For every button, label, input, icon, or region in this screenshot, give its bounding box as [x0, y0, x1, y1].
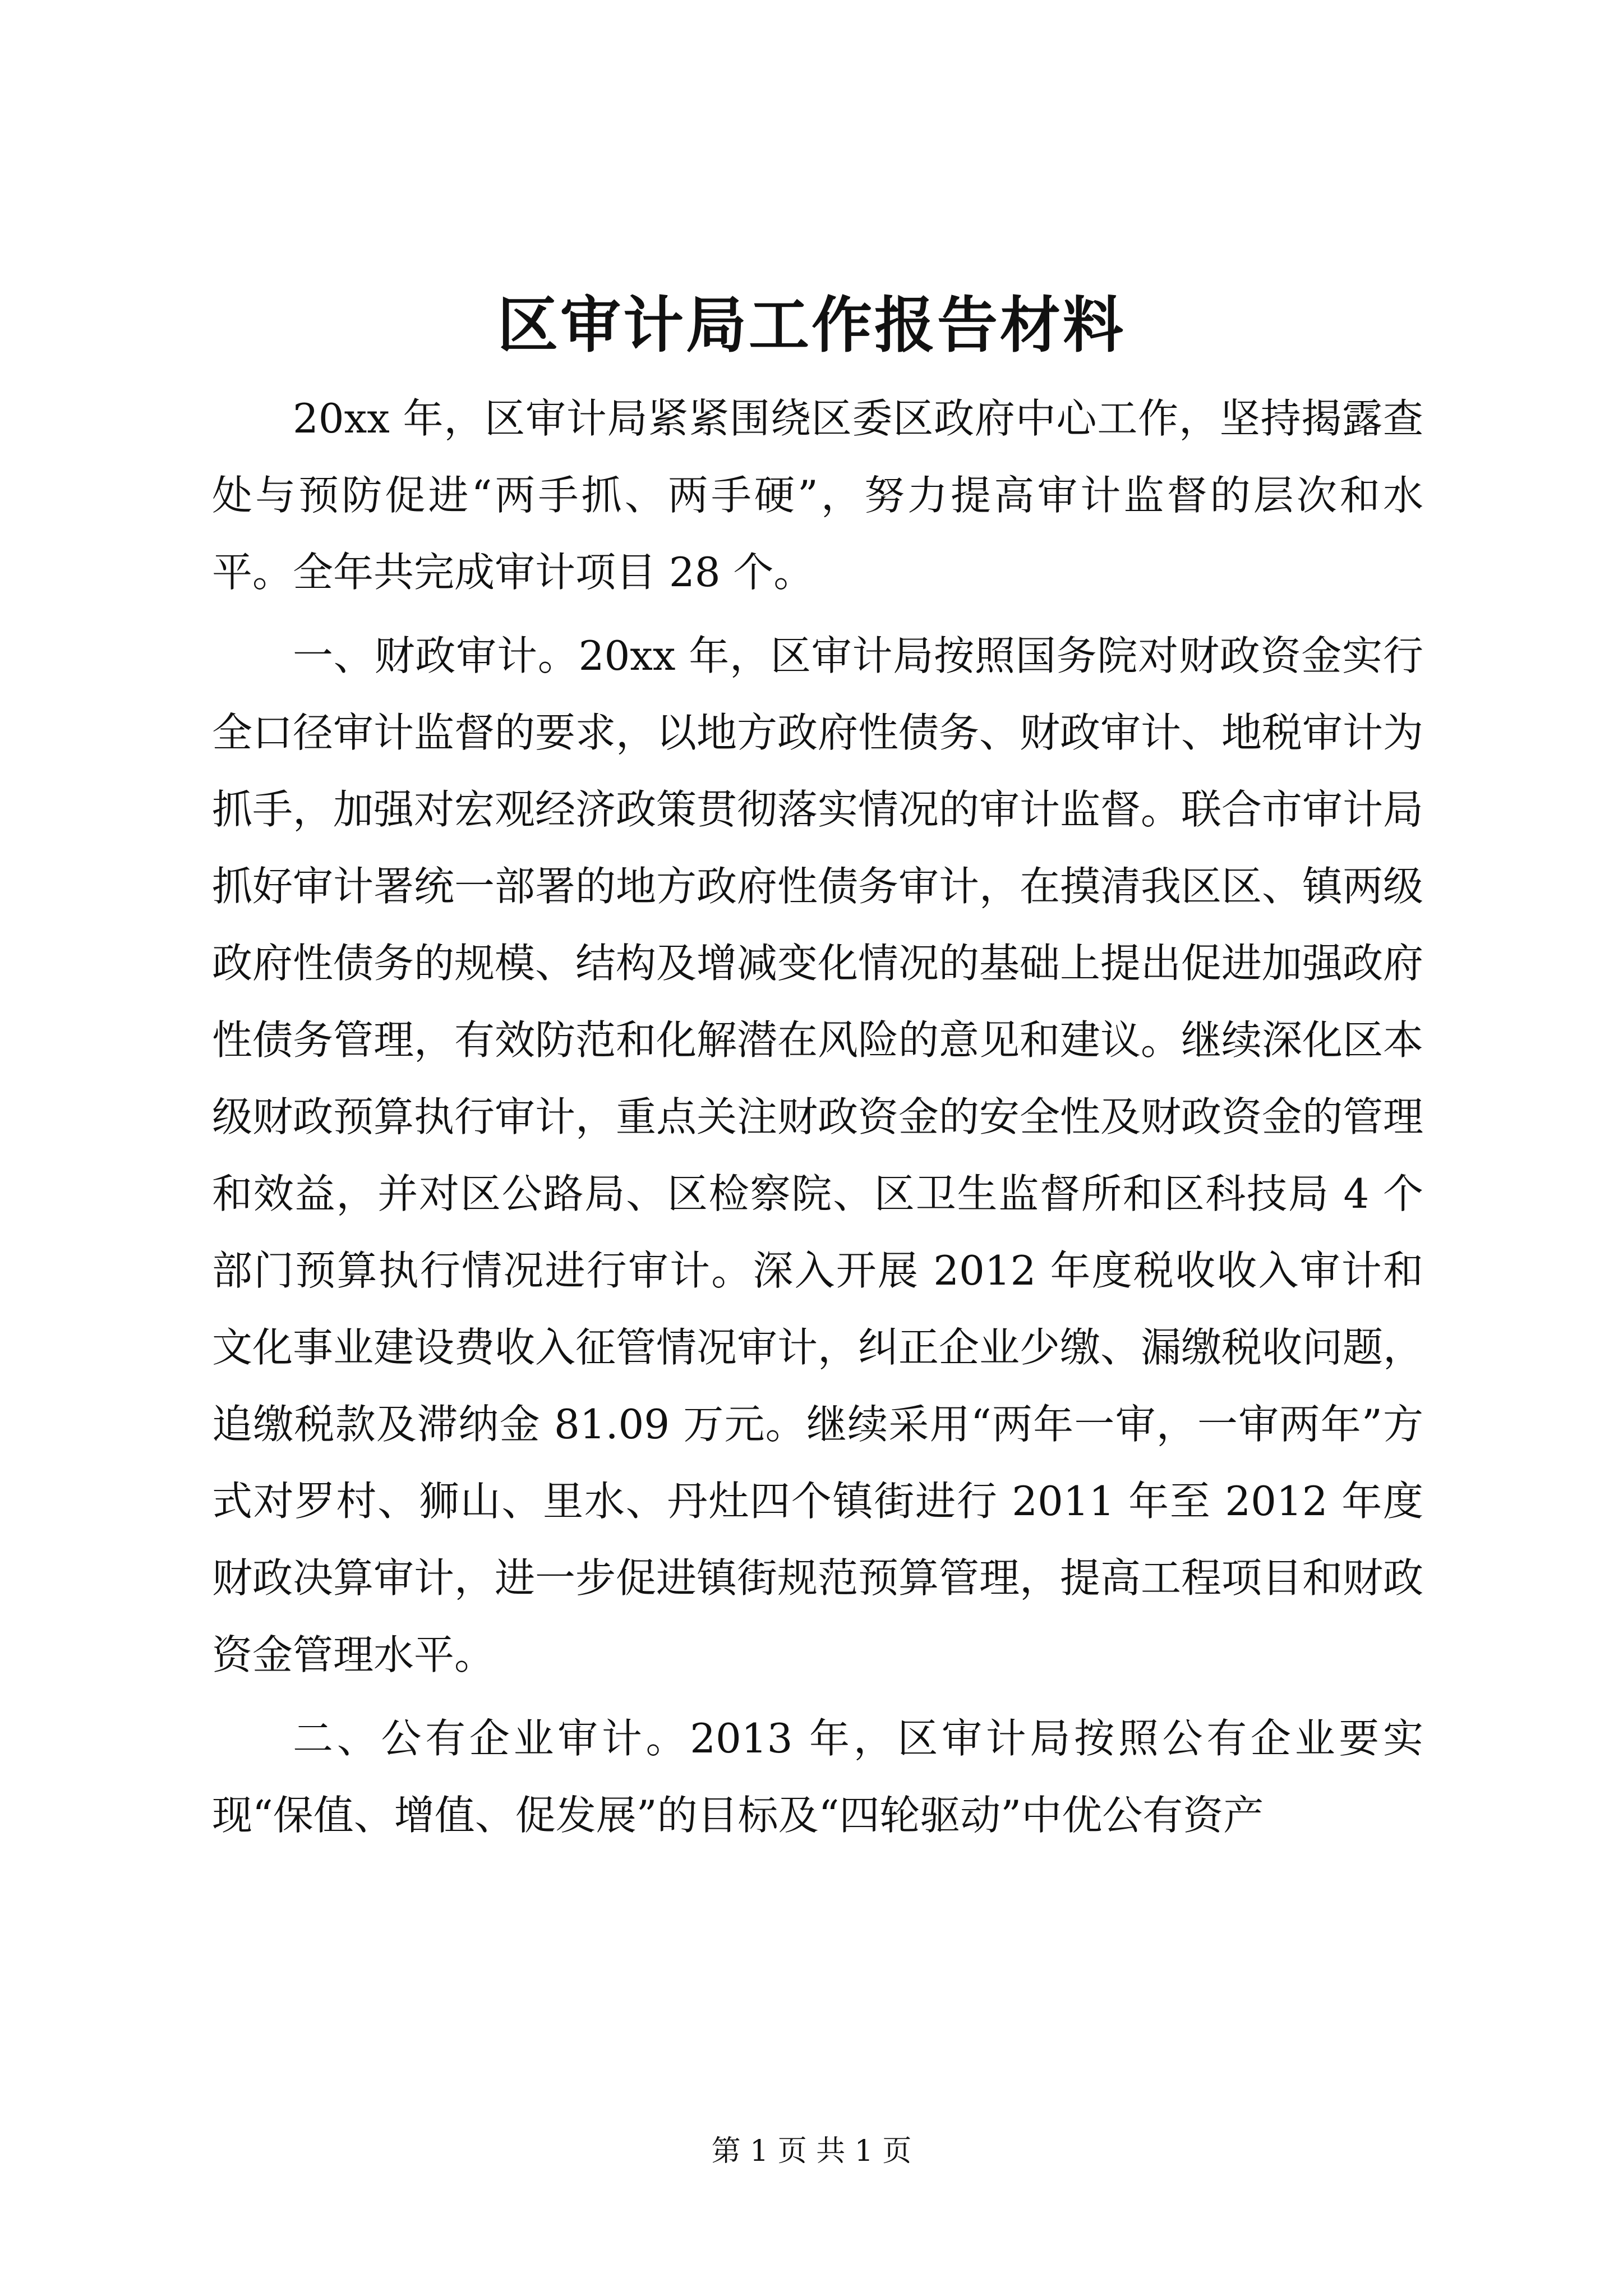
paragraph-intro: 20xx 年，区审计局紧紧围绕区委区政府中心工作，坚持揭露查处与预防促进“两手抓、两手硬”，努力提高审计监督的层次和水平。全年共完成审计项目 28 个。 — [212, 395, 1423, 596]
paragraph-fiscal-audit: 一、财政审计。20xx 年，区审计局按照国务院对财政资金实行全口径审计监督的要求，以地方政府性债务、财政审计、地税审计为抓手，加强对宏观经济政策贯彻落实情况的审计监督。联合市审计局抓好审计署统一部署的地方政府性债务审计，在摸清我区区、镇两级政府性债务的规模、结构及增减变化情况的基础上提出促进加强政府性债务管理，有效防范和化解潜在风险的意见和建议。继续深化区本级财政预算执行审计，重点关注财政资金的安全性及财政资金的管理和效益，并对区公路局、区检察院、区卫生监督所和区科技局 4 个部门预算执行情况进行审计。深入开展 2012 年度税收收入审计和文化事业建设费收入征管情况审计，纠正企业少缴、漏缴税收问题，追缴税款及滞纳金 81.09 万元。继续采用“两年一审，一审两年”方式对罗村、狮山、里水、丹灶四个镇街进行 2011 年至 2012 年度财政决算审计，进一步促进镇街规范预算管理，提高工程项目和财政资金管理水平。 — [212, 632, 1424, 1678]
paragraph-enterprise-audit: 二、公有企业审计。2013 年，区审计局按照公有企业要实现“保值、增值、促发展”的目标及“四轮驱动”中优公有资产 — [212, 1715, 1423, 1839]
document-body — [212, 380, 1423, 1854]
document-title: 区审计局工作报告材料 — [497, 290, 1126, 361]
page-number-footer: 第 1 页 共 1 页 — [711, 2134, 912, 2168]
